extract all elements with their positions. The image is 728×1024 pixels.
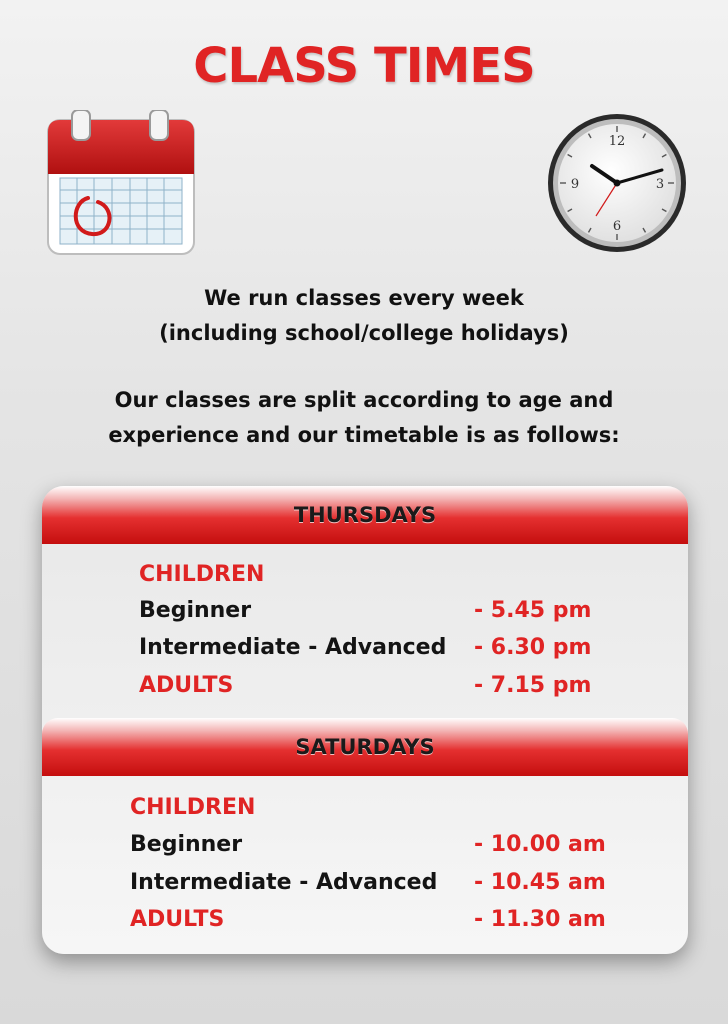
saturday-heading: SATURDAYS xyxy=(42,718,688,776)
intro-line-2: (including school/college holidays) xyxy=(159,321,569,345)
saturday-intermediate-label: Intermediate - Advanced xyxy=(130,870,438,895)
thursday-heading: THURSDAYS xyxy=(42,486,688,544)
thursday-adults-label: ADULTS xyxy=(139,673,234,698)
thursday-intermediate-label: Intermediate - Advanced xyxy=(139,635,447,660)
thursday-intermediate-time: - 6.30 pm xyxy=(474,635,592,660)
clock-number-6: 6 xyxy=(612,219,622,234)
saturday-adults-time: - 11.30 am xyxy=(474,907,606,932)
intro-line-3: Our classes are split according to age and xyxy=(114,388,614,412)
saturday-children-label: CHILDREN xyxy=(130,795,256,820)
saturday-beginner-time: - 10.00 am xyxy=(474,832,606,857)
calendar-icon xyxy=(42,110,200,260)
intro-weekly xyxy=(0,281,728,351)
timetable-panel xyxy=(42,486,688,954)
intro-line-1: We run classes every week xyxy=(204,286,524,310)
thursday-children-label: CHILDREN xyxy=(139,562,265,587)
intro-line-4: experience and our timetable is as follows: xyxy=(108,423,620,447)
clock-number-9: 9 xyxy=(570,177,580,192)
clock-number-12: 12 xyxy=(608,134,626,149)
clock-icon xyxy=(546,112,688,254)
thursday-beginner-label: Beginner xyxy=(139,598,252,623)
saturday-adults-label: ADULTS xyxy=(130,907,225,932)
clock-number-3: 3 xyxy=(655,177,665,192)
thursday-beginner-time: - 5.45 pm xyxy=(474,598,592,623)
intro-split xyxy=(0,383,728,453)
saturday-beginner-label: Beginner xyxy=(130,832,243,857)
page-title: CLASS TIMES xyxy=(193,38,535,94)
saturday-intermediate-time: - 10.45 am xyxy=(474,870,606,895)
thursday-adults-time: - 7.15 pm xyxy=(474,673,592,698)
